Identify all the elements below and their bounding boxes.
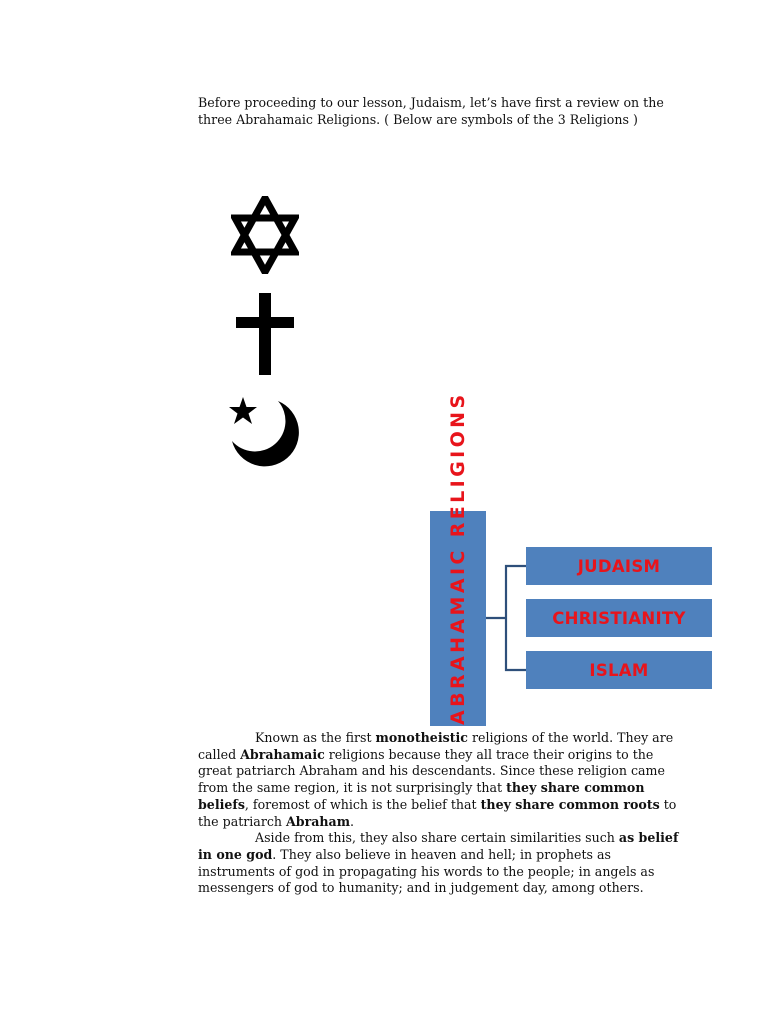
- judaism-box: JUDAISM: [526, 547, 712, 585]
- text-run: Aside from this, they also share certain similarities such: [255, 830, 619, 846]
- bold-text-run: they share common roots: [480, 796, 660, 812]
- text-run: .: [350, 813, 355, 829]
- text-run: religions because they all trace their origins to the great patriarch Abraham and his descendants. Since these religion came from the same region, it is not surprisingly that: [198, 746, 665, 796]
- body-paragraph-2: [198, 830, 683, 897]
- body-text: [198, 730, 683, 897]
- bold-text-run: monotheistic: [375, 730, 468, 745]
- text-run: religions of the world. They are called: [198, 730, 674, 762]
- body-paragraph-1: [198, 730, 683, 830]
- bold-text-run: Abraham: [286, 813, 351, 829]
- text-run: . They also believe in heaven and hell; in prophets as instruments of god in propagating his words to the people; in angels as messengers of god to humanity; and in judgement day, among others.: [198, 846, 655, 896]
- christianity-box: CHRISTIANITY: [526, 599, 712, 637]
- crescent-and-star-icon: [228, 397, 302, 471]
- intro-paragraph: Before proceeding to our lesson, Judaism, let’s have first a review on the three Abrahamaic Religions. ( Below are symbols of the 3 Religions ): [198, 95, 664, 127]
- bold-text-run: they share common beliefs: [198, 780, 645, 812]
- islam-box: ISLAM: [526, 651, 712, 689]
- text-run: to the patriarch: [198, 796, 677, 829]
- text-run: Known as the first: [255, 730, 376, 745]
- abrahamaic-religions-label: ABRAHAMAIC RELIGIONS: [447, 391, 469, 725]
- star-of-david-icon: [231, 196, 299, 274]
- cross-icon: [236, 293, 294, 375]
- text-run: , foremost of which is the belief that: [244, 796, 481, 812]
- bold-text-run: as belief in one god: [198, 830, 679, 862]
- bold-text-run: Abrahamaic: [240, 746, 325, 762]
